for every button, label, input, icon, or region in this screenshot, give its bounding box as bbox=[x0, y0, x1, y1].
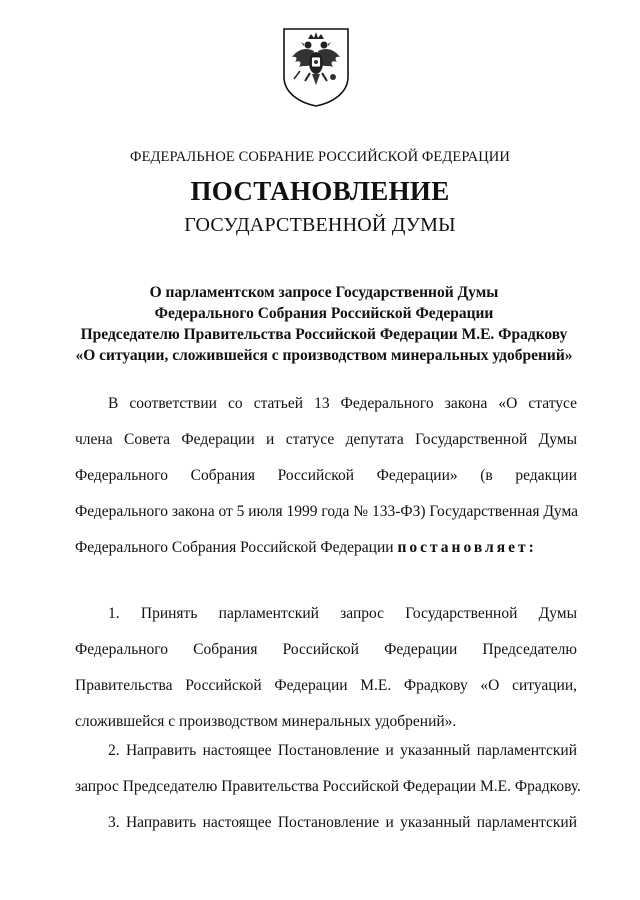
text-line bbox=[75, 530, 577, 566]
resolves-keyword: постановляет: bbox=[397, 539, 537, 556]
text-line: Федерального закона от 5 июля 1999 года № 133-ФЗ) Государственная Дума bbox=[75, 503, 579, 520]
title-line: Федерального Собрания Российской Федерации bbox=[154, 305, 494, 322]
title-line: Председателю Правительства Российской Федерации М.Е. Фрадкову bbox=[80, 326, 568, 343]
text-line: 1. Принять парламентский запрос Государственной Думы bbox=[108, 605, 577, 622]
text-line: 3. Направить настоящее Постановление и указанный парламентский bbox=[108, 814, 577, 831]
text-line: 2. Направить настоящее Постановление и указанный парламентский bbox=[108, 742, 577, 759]
title-line: «О ситуации, сложившейся с производством минеральных удобрений» bbox=[75, 347, 573, 364]
issuing-body: ГОСУДАРСТВЕННОЙ ДУМЫ bbox=[184, 214, 456, 236]
clause-1 bbox=[75, 596, 577, 740]
clause-3 bbox=[75, 805, 577, 841]
text-line-part: Федерального Собрания Российской Федерации bbox=[75, 539, 394, 556]
text-line: члена Совета Федерации и статусе депутата Государственной Думы bbox=[75, 431, 577, 448]
clause-2 bbox=[75, 733, 581, 805]
text-line: сложившейся с производством минеральных удобрений». bbox=[75, 713, 457, 730]
text-line: В соответствии со статьей 13 Федерального закона «О статусе bbox=[108, 395, 577, 412]
coat-of-arms-icon bbox=[280, 27, 352, 107]
text-line: Федерального Собрания Российской Федерации Председателю bbox=[75, 641, 577, 658]
document-type: ПОСТАНОВЛЕНИЕ bbox=[190, 176, 450, 206]
text-line: запрос Председателю Правительства Российской Федерации М.Е. Фрадкову. bbox=[75, 778, 581, 795]
organization-header: ФЕДЕРАЛЬНОЕ СОБРАНИЕ РОССИЙСКОЙ ФЕДЕРАЦИИ bbox=[130, 149, 510, 165]
document-title bbox=[60, 282, 588, 366]
text-line: Правительства Российской Федерации М.Е. Фрадкову «О ситуации, bbox=[75, 677, 577, 694]
title-line: О парламентском запросе Государственной Думы bbox=[149, 284, 499, 301]
preamble-paragraph bbox=[75, 386, 577, 566]
text-line: Федерального Собрания Российской Федерации» (в редакции bbox=[75, 467, 577, 484]
